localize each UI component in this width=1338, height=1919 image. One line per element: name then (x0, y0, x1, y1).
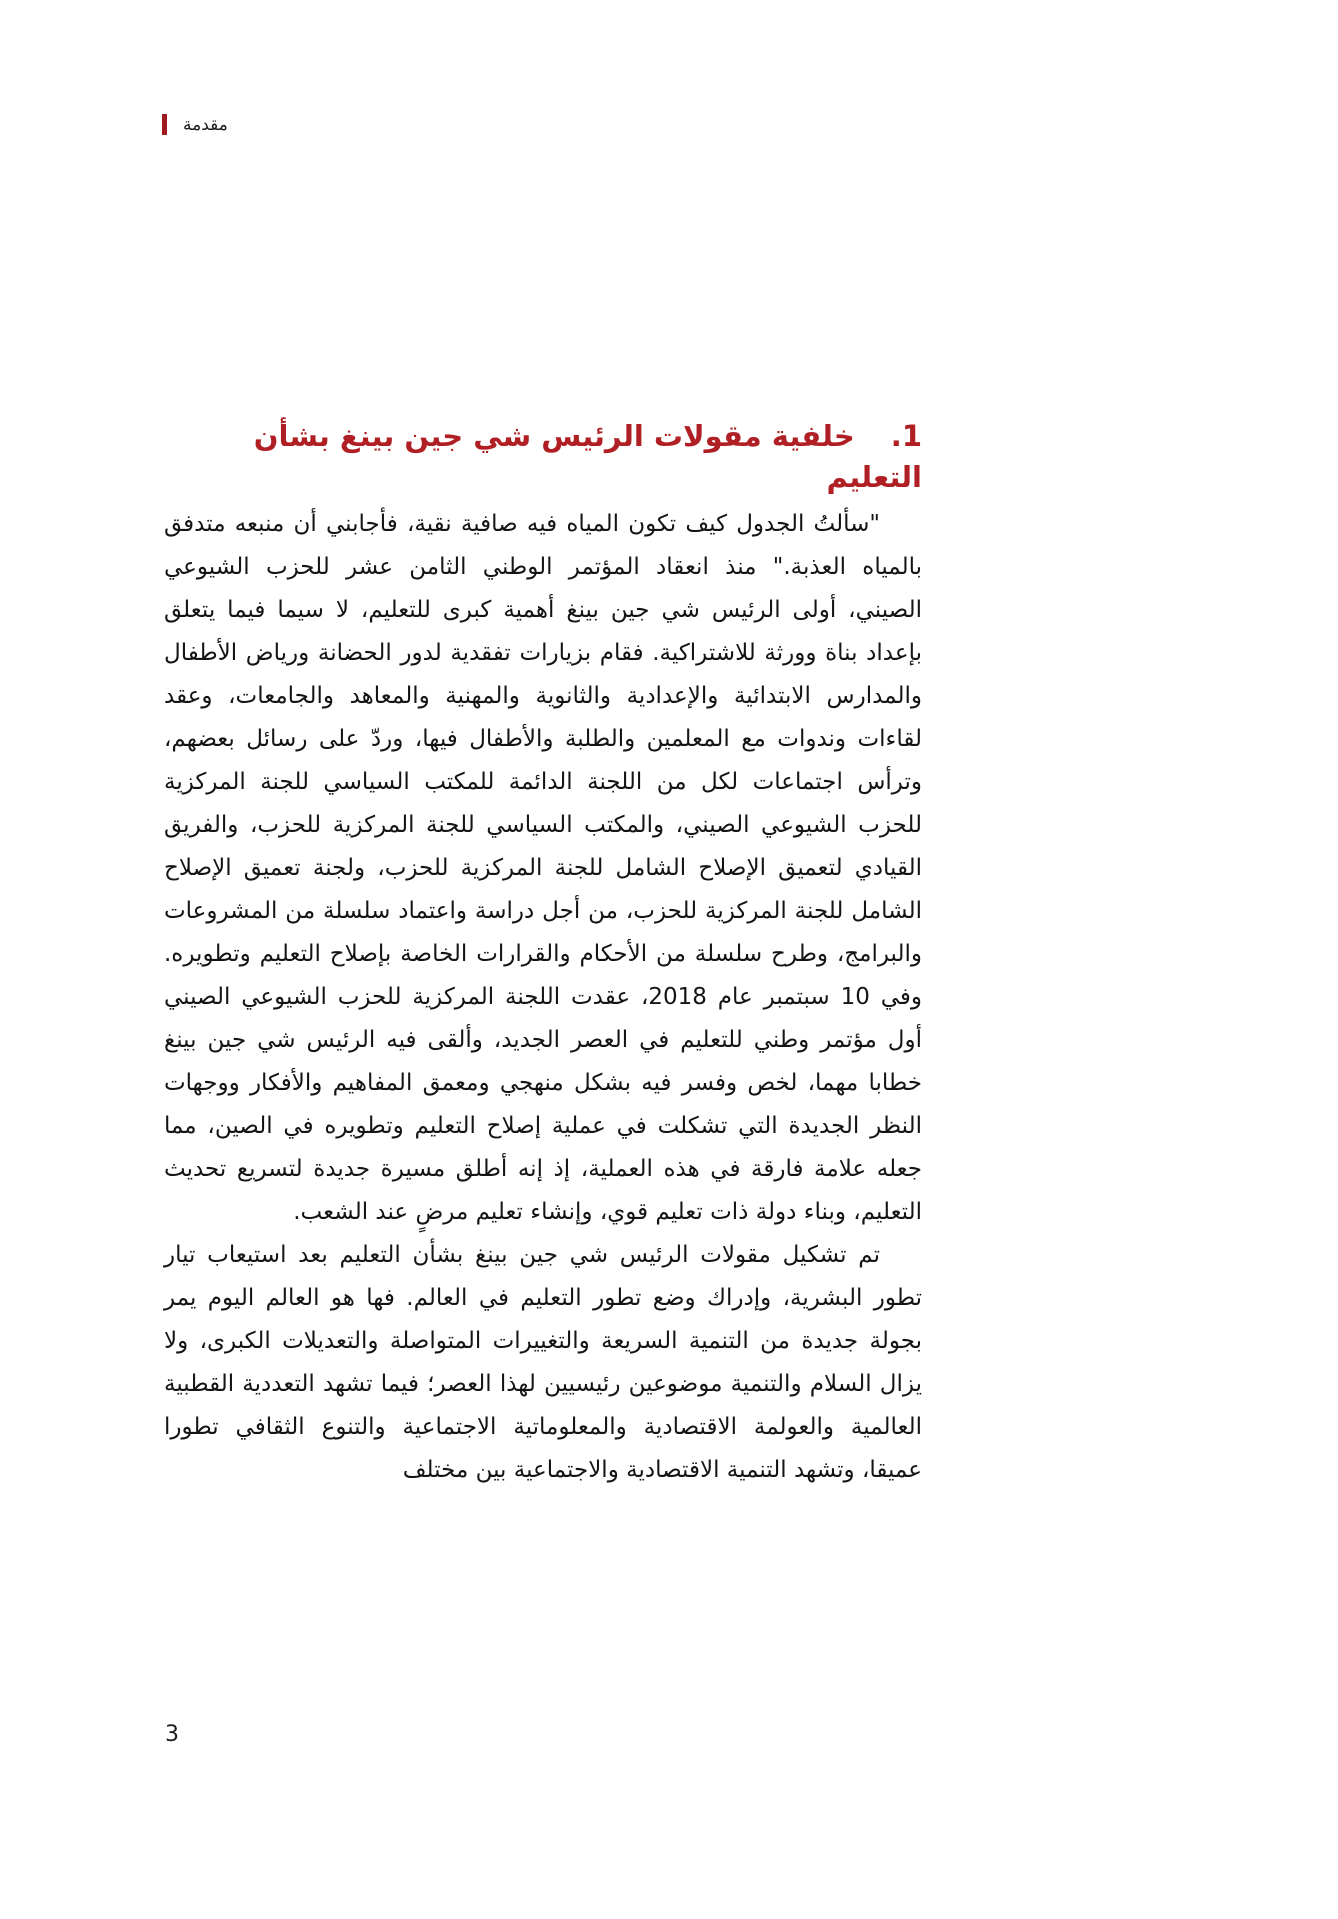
paragraph-1: "سألتُ الجدول كيف تكون المياه فيه صافية نقية، فأجابني أن منبعه متدفق بالمياه العذبة." منذ انعقاد المؤتمر الوطني الثامن عشر للحزب الشيوعي الصيني، أولى الرئيس شي جين بينغ أهمية كبرى للتعليم، لا سيما فيما يتعلق بإعداد بناة وورثة للاشتراكية. فقام بزيارات تفقدية لدور الحضانة ورياض الأطفال والمدارس الابتدائية والإعدادية والثانوية والمهنية والمعاهد والجامعات، وعقد لقاءات وندوات مع المعلمين والطلبة والأطفال فيها، وردّ على رسائل بعضهم، وترأس اجتماعات لكل من اللجنة الدائمة للمكتب السياسي للجنة المركزية للحزب الشيوعي الصيني، والمكتب السياسي للجنة المركزية للحزب، والفريق القيادي لتعميق الإصلاح الشامل للجنة المركزية للحزب، ولجنة تعميق الإصلاح الشامل للجنة المركزية للحزب، من أجل دراسة واعتماد سلسلة من المشروعات والبرامج، وطرح سلسلة من الأحكام والقرارات الخاصة بإصلاح التعليم وتطويره. وفي 10 سبتمبر عام 2018، عقدت اللجنة المركزية للحزب الشيوعي الصيني أول مؤتمر وطني للتعليم في العصر الجديد، وألقى فيه الرئيس شي جين بينغ خطابا مهما، لخص وفسر فيه بشكل منهجي ومعمق المفاهيم والأفكار ووجهات النظر الجديدة التي تشكلت في عملية إصلاح التعليم وتطويره في الصين، مما جعله علامة فارقة في هذه العملية، إذ إنه أطلق مسيرة جديدة لتسريع تحديث التعليم، وبناء دولة ذات تعليم قوي، وإنشاء تعليم مرضٍ عند الشعب. (164, 511, 922, 1225)
section-title: خلفية مقولات الرئيس شي جين بينغ بشأن التعليم (253, 419, 922, 494)
page-number: 3 (165, 1722, 179, 1747)
header-rule-bar-icon (162, 114, 167, 135)
section-heading (165, 416, 922, 497)
running-header-label: مقدمة (183, 114, 228, 135)
paragraph-2: تم تشكيل مقولات الرئيس شي جين بينغ بشأن التعليم بعد استيعاب تيار تطور البشرية، وإدراك وضع تطور التعليم في العالم. فها هو العالم اليوم يمر بجولة جديدة من التنمية السريعة والتغييرات المتواصلة والتعديلات الكبرى، ولا يزال السلام والتنمية موضوعين رئيسيين لهذا العصر؛ فيما تشهد التعددية القطبية العالمية والعولمة الاقتصادية والمعلوماتية الاجتماعية والتنوع الثقافي تطورا عميقا، وتشهد التنمية الاقتصادية والاجتماعية بين مختلف (164, 1242, 922, 1483)
running-header (162, 114, 228, 135)
body-text (164, 503, 922, 1492)
section-number: 1. (890, 419, 922, 453)
page-footer (165, 1722, 179, 1747)
